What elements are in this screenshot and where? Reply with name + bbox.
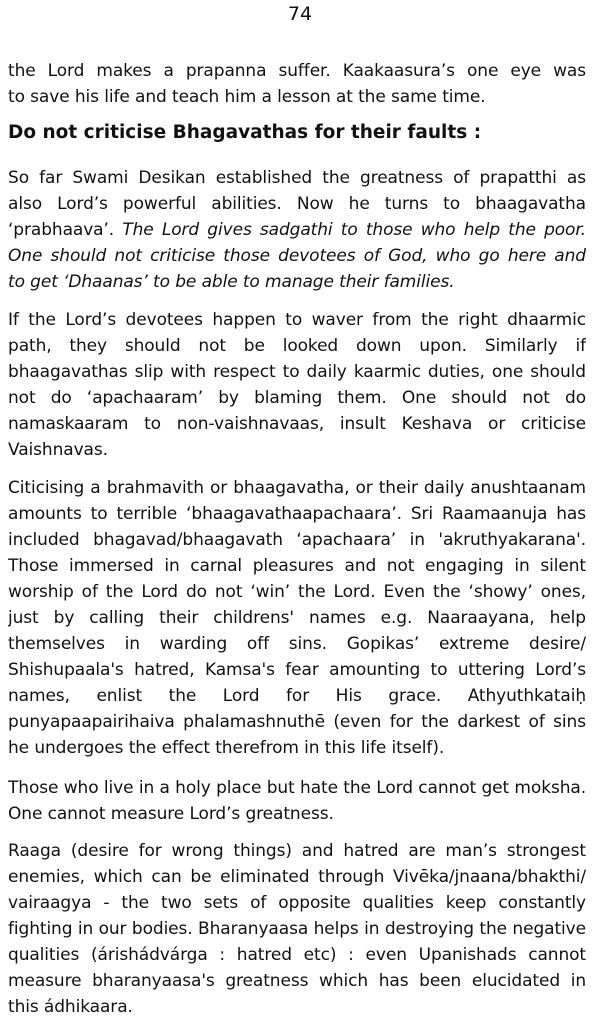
paragraph-4 (8, 775, 586, 827)
text-line: Shishupaala's hatred, Kamsa's fear amounting to uttering Lord’s (8, 660, 586, 680)
text-line: just by calling their childrens' names e.g. Naaraayana, help (8, 608, 586, 628)
text-line: themselves in warding off sins. Gopikas’ extreme desire/ (8, 634, 586, 654)
text-line: enemies, which can be eliminated through Vivēka/jnaana/bhakthi/ (8, 867, 586, 887)
text-line: to save his life and teach him a lesson at the same time. (8, 87, 486, 107)
text-line (8, 217, 586, 243)
text-line: Those immersed in carnal pleasures and not engaging in silent (8, 556, 586, 576)
paragraph-3 (8, 475, 586, 761)
text-line: namaskaaram to non-vaishnavaas, insult Keshava or criticise (8, 414, 586, 434)
text-line: also Lord’s powerful abilities. Now he turns to bhaagavatha (8, 194, 586, 214)
text-line: Citicising a brahmavith or bhaagavatha, or their daily anushtaanam (8, 478, 586, 498)
page-number: 74 (287, 3, 313, 25)
text-line: worship of the Lord do not ‘win’ the Lord. Even the ‘showy’ ones, (8, 582, 586, 602)
text-line: vairaagya - the two sets of opposite qualities keep constantly (8, 893, 586, 913)
intro-paragraph (8, 58, 586, 110)
text-line: If the Lord’s devotees happen to waver from the right dhaarmic (8, 310, 586, 330)
text-line: One should not criticise those devotees of God, who go here and (8, 246, 586, 266)
text-line: fighting in our bodies. Bharanyaasa helps in destroying the negative (8, 919, 586, 939)
text-line: the Lord makes a prapanna suffer. Kaakaasura’s one eye was (8, 61, 586, 81)
text-line: to get ‘Dhaanas’ to be able to manage their families. (8, 272, 455, 292)
text-span: ‘prabhaava’. (8, 220, 123, 240)
text-line: qualities (árishádvárga : hatred etc) : even Upanishads cannot (8, 945, 586, 965)
text-line: this ádhikaara. (8, 997, 133, 1017)
text-line: not do ‘apachaaram’ by blaming them. One should not do (8, 388, 586, 408)
text-line: included bhagavad/bhaagavath ‘apachaara’ in 'akruthyakarana'. (8, 530, 586, 550)
paragraph-1 (8, 165, 586, 295)
text-line: Raaga (desire for wrong things) and hatred are man’s strongest (8, 841, 586, 861)
text-line: punyapaapairihaiva phalamashnuthē (even for the darkest of sins (8, 712, 586, 732)
text-line: amounts to terrible ‘bhaagavathaapachaara’. Sri Raamaanuja has (8, 504, 586, 524)
italic-text: The Lord gives sadgathi to those who help the poor. (122, 220, 586, 240)
paragraph-2 (8, 307, 586, 463)
text-line: Vaishnavas. (8, 440, 108, 460)
text-line: names, enlist the Lord for His grace. Athyuthkataiḥ (8, 686, 586, 706)
text-line: One cannot measure Lord’s greatness. (8, 804, 334, 824)
text-line: measure bharanyaasa's greatness which has been elucidated in (8, 971, 586, 991)
text-line: Those who live in a holy place but hate the Lord cannot get moksha. (8, 778, 586, 798)
paragraph-5 (8, 838, 586, 1020)
text-line: So far Swami Desikan established the greatness of prapatthi as (8, 168, 586, 188)
section-heading: Do not criticise Bhagavathas for their faults : (8, 122, 482, 143)
text-line: he undergoes the effect therefrom in this life itself). (8, 738, 445, 758)
text-line: bhaagavathas slip with respect to daily kaarmic duties, one should (8, 362, 586, 382)
text-line: path, they should not be looked down upon. Similarly if (8, 336, 586, 356)
